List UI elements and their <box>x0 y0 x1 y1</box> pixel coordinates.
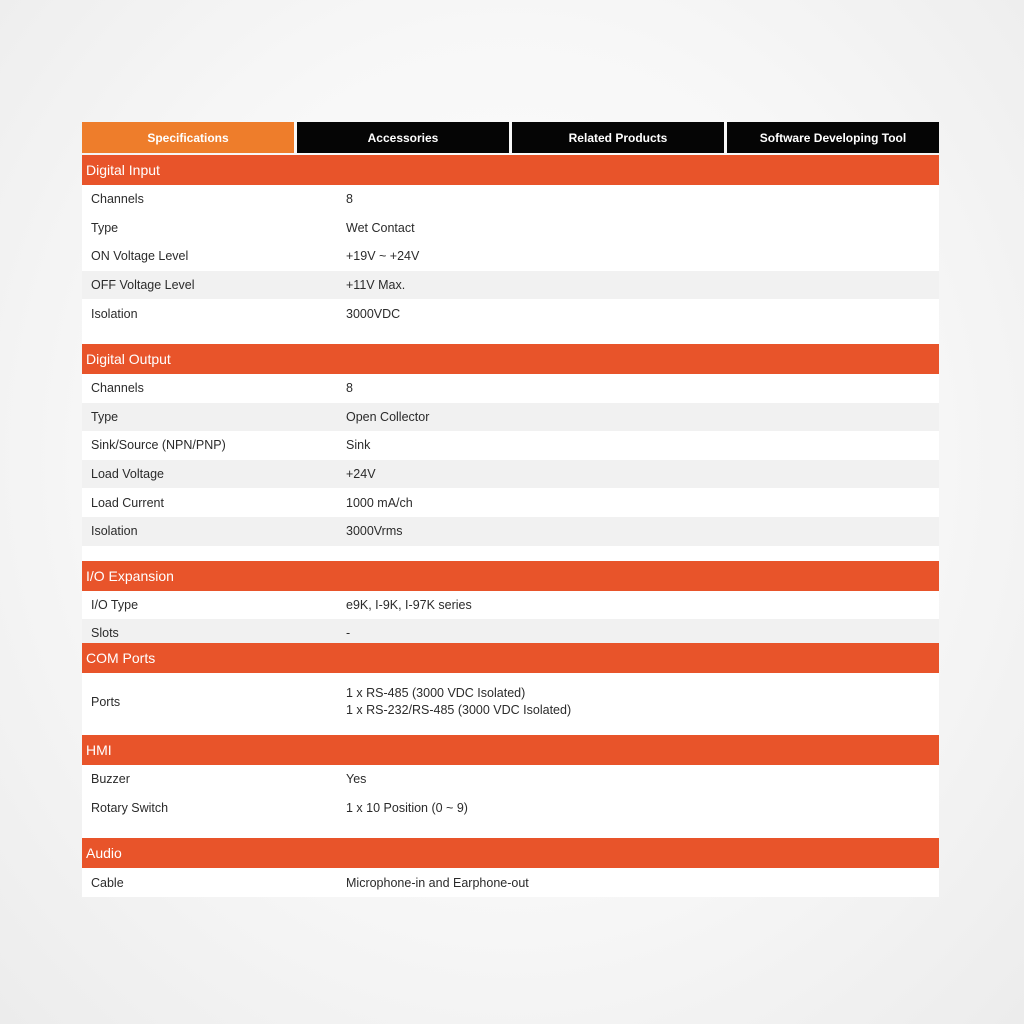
spec-label: Isolation <box>91 524 138 539</box>
spec-row <box>82 619 939 643</box>
section-spacer <box>82 546 939 561</box>
spec-row <box>82 271 939 300</box>
spec-row <box>82 242 939 271</box>
spec-value: +11V Max. <box>346 278 406 293</box>
section-com-ports <box>82 643 939 735</box>
spec-row <box>82 794 939 823</box>
spec-row <box>82 214 939 243</box>
spec-label: Type <box>91 409 119 424</box>
tab-accessories[interactable]: Accessories <box>297 122 509 153</box>
section-digital-input <box>82 155 939 344</box>
spec-row <box>82 765 939 794</box>
section-title: Digital Output <box>82 344 939 374</box>
spec-value: 3000Vrms <box>346 524 403 539</box>
spec-value: Wet Contact <box>346 220 415 235</box>
spec-label: Ports <box>91 695 121 710</box>
spec-row <box>82 591 939 620</box>
spec-row <box>82 403 939 432</box>
spec-label: I/O Type <box>91 597 139 612</box>
spec-label: Isolation <box>91 306 138 321</box>
section-title: I/O Expansion <box>82 561 939 591</box>
tab-software-developing-tool[interactable]: Software Developing Tool <box>727 122 939 153</box>
spec-label: Load Current <box>91 495 164 510</box>
section-hmi <box>82 735 939 838</box>
spec-value-line: 1 x RS-232/RS-485 (3000 VDC Isolated) <box>346 703 572 718</box>
spec-row <box>82 299 939 328</box>
spec-value: +24V <box>346 467 376 482</box>
section-digital-output <box>82 344 939 561</box>
spec-label: Type <box>91 220 119 235</box>
spec-value: - <box>346 626 351 641</box>
section-io-expansion <box>82 561 939 644</box>
tab-bar <box>82 122 939 153</box>
spec-row <box>82 431 939 460</box>
spec-row <box>82 488 939 517</box>
spec-value: 3000VDC <box>346 306 401 321</box>
spec-value: 1000 mA/ch <box>346 495 413 510</box>
spec-value-line: 1 x RS-485 (3000 VDC Isolated) <box>346 686 526 701</box>
tab-specifications[interactable]: Specifications <box>82 122 294 153</box>
spec-label: Slots <box>91 626 119 641</box>
spec-value: 8 <box>346 192 353 207</box>
spec-row <box>82 517 939 546</box>
spec-value: Yes <box>346 772 367 787</box>
section-title: Audio <box>82 838 939 868</box>
spec-value <box>346 685 939 719</box>
spec-value: 8 <box>346 381 353 396</box>
spec-row <box>82 868 939 897</box>
specs-panel <box>82 122 939 897</box>
spec-label: OFF Voltage Level <box>91 278 195 293</box>
spec-label: Cable <box>91 875 124 890</box>
section-spacer <box>82 328 939 344</box>
spec-value: 1 x 10 Position (0 ~ 9) <box>346 801 468 816</box>
spec-label: Load Voltage <box>91 467 164 482</box>
spec-row <box>82 673 939 731</box>
section-spacer <box>82 822 939 838</box>
spec-value: e9K, I-9K, I-97K series <box>346 597 472 612</box>
spec-row <box>82 460 939 489</box>
spec-label: Channels <box>91 192 144 207</box>
spec-value: Open Collector <box>346 409 430 424</box>
spec-value: +19V ~ +24V <box>346 249 420 264</box>
section-title: Digital Input <box>82 155 939 185</box>
section-title: COM Ports <box>82 643 939 673</box>
tab-related-products[interactable]: Related Products <box>512 122 724 153</box>
spec-value: Microphone-in and Earphone-out <box>346 875 529 890</box>
spec-label: Sink/Source (NPN/PNP) <box>91 438 226 453</box>
section-title: HMI <box>82 735 939 765</box>
spec-label: Buzzer <box>91 772 130 787</box>
spec-label: ON Voltage Level <box>91 249 189 264</box>
spec-label: Channels <box>91 381 144 396</box>
section-audio <box>82 838 939 897</box>
spec-value: Sink <box>346 438 371 453</box>
spec-row <box>82 185 939 214</box>
spec-row <box>82 374 939 403</box>
spec-label: Rotary Switch <box>91 801 169 816</box>
